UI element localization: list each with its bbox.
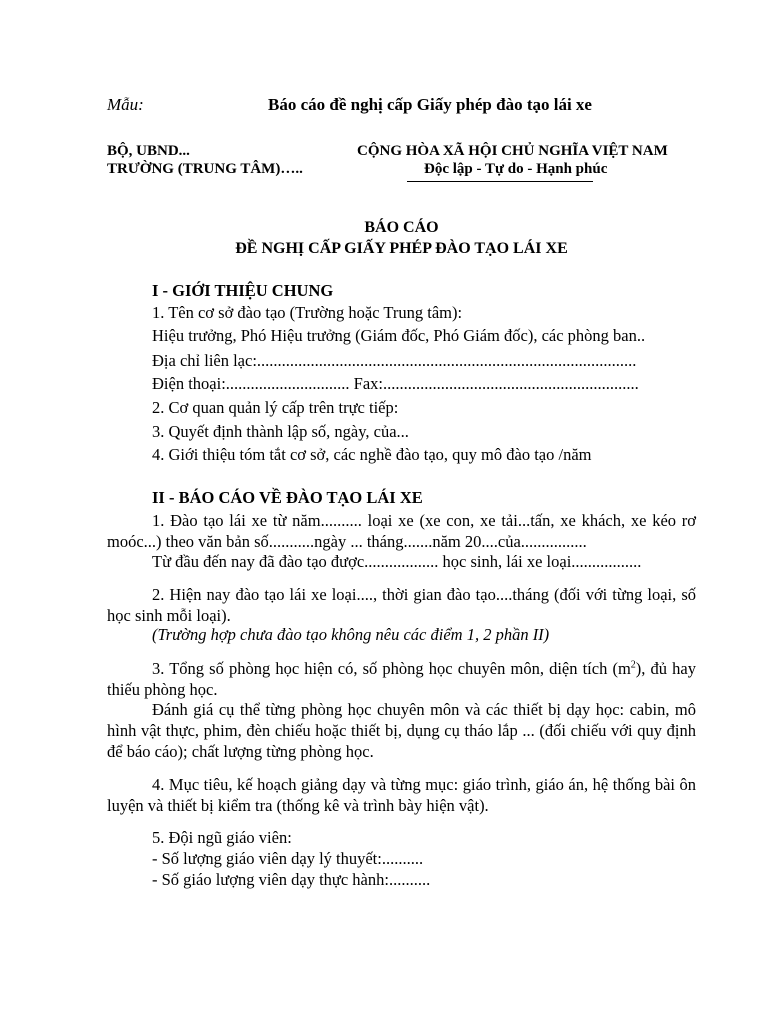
section2-paragraph-3b <box>107 699 696 762</box>
form-label: Mẫu: <box>107 95 144 114</box>
section1-item: Địa chỉ liên lạc:............................................................................................ <box>152 351 637 370</box>
section1-heading: I - GIỚI THIỆU CHUNG <box>152 281 334 300</box>
section2-paragraph-3-text: 3. Tổng số phòng học hiện có, số phòng học chuyên môn, diện tích (m <box>152 659 631 678</box>
teacher-theory-count: - Số lượng giáo viên dạy lý thuyết:.......... <box>152 849 424 868</box>
section2-heading: II - BÁO CÁO VỀ ĐÀO TẠO LÁI XE <box>152 488 423 507</box>
section2-note: (Trường hợp chưa đào tạo không nêu các điểm 1, 2 phần II) <box>152 625 550 644</box>
section1-item: 4. Giới thiệu tóm tắt cơ sở, các nghề đào tạo, quy mô đào tạo /năm <box>152 445 592 464</box>
teacher-practice-count: - Số giáo lượng viên dạy thực hành:.......... <box>152 870 431 889</box>
section2-paragraph-1-text: 1. Đào tạo lái xe từ năm.......... loại xe (xe con, xe tải...tấn, xe khách, xe kéo rơ moóc...) theo văn bản số...........ngày ... tháng.......năm 20....của................ <box>107 511 696 551</box>
section1-item: Điện thoại:.............................. Fax:.............................................................. <box>152 374 639 393</box>
section1-item: 1. Tên cơ sở đào tạo (Trường hoặc Trung tâm): <box>152 303 463 322</box>
section2-paragraph-2-text: 2. Hiện nay đào tạo lái xe loại...., thời gian đào tạo....tháng (đối với từng loại, số học sinh mỗi loại). <box>107 585 696 625</box>
section2-paragraph-3 <box>107 658 696 700</box>
section2-paragraph-2 <box>107 584 696 626</box>
section2-paragraph-5: 5. Đội ngũ giáo viên: <box>152 828 292 847</box>
national-title: CỘNG HÒA XÃ HỘI CHỦ NGHĨA VIỆT NAM <box>357 143 668 159</box>
report-title: BÁO CÁO <box>364 219 439 236</box>
motto-underline <box>407 181 593 182</box>
report-subtitle: ĐỀ NGHỊ CẤP GIẤY PHÉP ĐÀO TẠO LÁI XE <box>235 240 568 257</box>
section2-paragraph-3b-text: Đánh giá cụ thể từng phòng học chuyên môn và các thiết bị dạy học: cabin, mô hình vật thực, phim, đèn chiếu hoặc thiết bị, dụng cụ tháo lắp ... (đối chiếu với quy định để báo cáo); chất lượng từng phòng học. <box>107 700 696 761</box>
form-title: Báo cáo đề nghị cấp Giấy phép đào tạo lái xe <box>268 95 592 114</box>
superscript-2: 2 <box>630 659 636 671</box>
section1-item: 2. Cơ quan quản lý cấp trên trực tiếp: <box>152 398 399 417</box>
national-motto: Độc lập - Tự do - Hạnh phúc <box>424 161 608 177</box>
section2-paragraph-4 <box>107 774 696 816</box>
section2-paragraph-3-end: ), đủ hay thiếu phòng học. <box>107 659 696 699</box>
ministry-line: BỘ, UBND... <box>107 143 190 159</box>
section2-paragraph-1 <box>107 510 696 552</box>
school-line: TRƯỜNG (TRUNG TÂM)….. <box>107 161 303 177</box>
section2-paragraph-4-text: 4. Mục tiêu, kế hoạch giảng dạy và từng mục: giáo trình, giáo án, hệ thống bài ôn luyện và thiết bị kiểm tra (thống kê và trình bày hiện vật). <box>107 775 696 815</box>
section1-item: 3. Quyết định thành lập số, ngày, của... <box>152 422 409 441</box>
section1-item: Hiệu trưởng, Phó Hiệu trưởng (Giám đốc, Phó Giám đốc), các phòng ban.. <box>152 326 646 345</box>
section2-paragraph-1b: Từ đầu đến nay đã đào tạo được.................. học sinh, lái xe loại................. <box>152 552 642 571</box>
